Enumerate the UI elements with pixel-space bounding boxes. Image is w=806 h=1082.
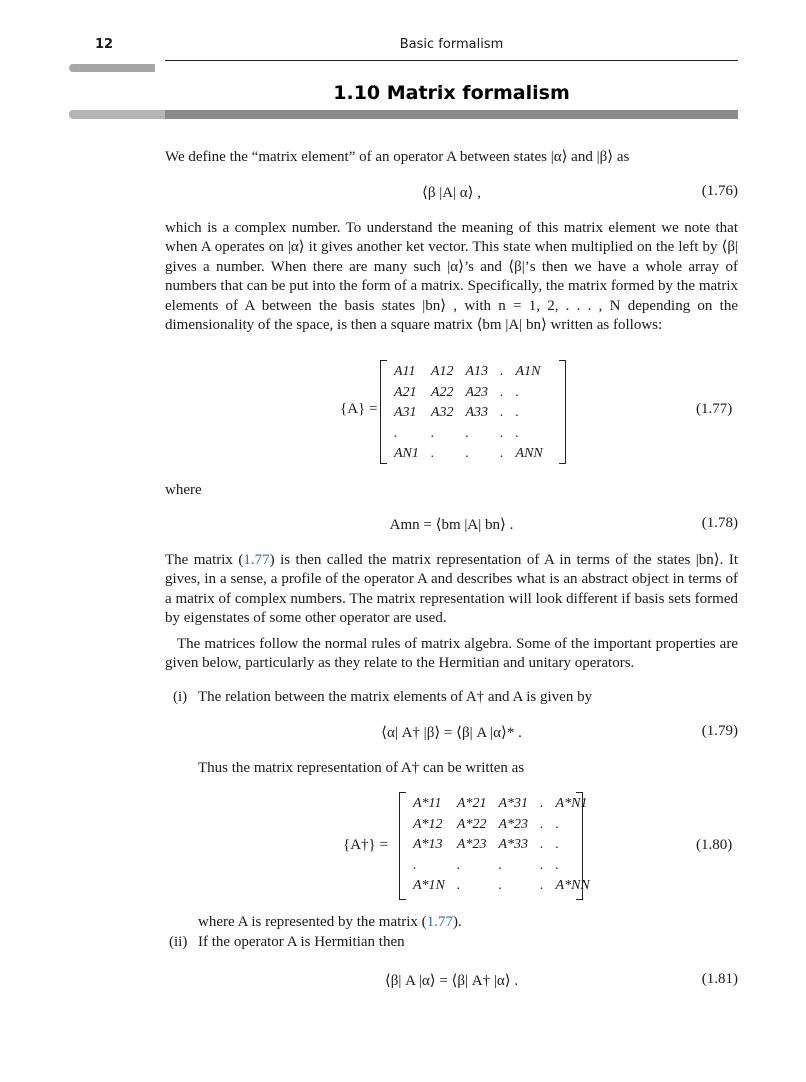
running-head: Basic formalism bbox=[399, 37, 504, 52]
matrix-A bbox=[380, 360, 566, 464]
matrix-cell: . bbox=[430, 425, 435, 441]
equation-number: (1.80) bbox=[696, 837, 733, 853]
equation-link[interactable]: 1.77 bbox=[243, 552, 270, 568]
text-run: ). bbox=[452, 914, 462, 930]
matrix-cell: A*NN bbox=[555, 878, 590, 894]
matrix-cell: A*N1 bbox=[555, 796, 588, 812]
matrix-lhs: {A†} = bbox=[343, 837, 388, 853]
equation-link[interactable]: 1.77 bbox=[426, 914, 453, 930]
list-item-text: If the operator A is Hermitian then bbox=[198, 934, 405, 950]
matrix-row bbox=[388, 424, 549, 445]
matrix-cell: . bbox=[515, 425, 520, 441]
matrix-cell: . bbox=[540, 837, 544, 853]
matrix-cell: . bbox=[465, 425, 469, 441]
matrix-cell: A*12 bbox=[413, 816, 443, 832]
section-bar bbox=[69, 110, 738, 119]
text-run: The matrix ( bbox=[165, 552, 244, 568]
matrix-cell: A22 bbox=[430, 384, 454, 400]
matrix-row bbox=[407, 794, 596, 815]
equation-body: ⟨β |A| α⟩ , bbox=[421, 185, 482, 201]
equation-number: (1.79) bbox=[701, 723, 738, 739]
matrix-row bbox=[388, 383, 549, 404]
matrix-row bbox=[388, 444, 549, 465]
matrix-cell: . bbox=[394, 425, 398, 441]
matrix-cell: A12 bbox=[430, 364, 454, 380]
matrix-cell: A*22 bbox=[456, 816, 487, 832]
paragraph-text: which is a complex number. To understand the meaning of this matrix element we note that when A operates on |α⟩ it gives another ket vector. This state when multiplied on the left by ⟨β| gives a number. When there are many such |α⟩’s and ⟨β|’s then we have a whole array of numbers that can be put into the form of a matrix. Specifically, the matrix formed by the matrix elements of A between the basis states |bn⟩ , with n = 1, 2, . . . , N depending on the dimensionality of the space, is then a square matrix ⟨bm |A| bn⟩ written as follows: bbox=[165, 220, 738, 334]
paragraph-where bbox=[165, 481, 738, 500]
matrix-cell: . bbox=[515, 384, 520, 400]
matrix-cell: . bbox=[555, 837, 560, 853]
list-item-text: The relation between the matrix elements of A† and A is given by bbox=[198, 689, 593, 705]
header-grey-tab bbox=[69, 64, 155, 72]
equation-number: (1.78) bbox=[701, 515, 738, 531]
equation-1-81 bbox=[165, 971, 738, 993]
paragraph-intro bbox=[165, 148, 738, 167]
list-item-label: (ii) bbox=[169, 934, 188, 950]
matrix-row bbox=[407, 876, 596, 897]
equation-1-76 bbox=[165, 183, 738, 205]
matrix-cell: . bbox=[555, 816, 560, 832]
matrix-cell: A13 bbox=[465, 364, 489, 380]
matrix-cell: . bbox=[465, 446, 469, 462]
matrix-cell: A*13 bbox=[413, 837, 443, 853]
matrix-cell: A11 bbox=[394, 364, 416, 380]
equation-body: ⟨β| A |α⟩ = ⟨β| A† |α⟩ . bbox=[384, 973, 519, 989]
matrix-row bbox=[388, 403, 549, 424]
right-bracket bbox=[559, 360, 566, 464]
matrix-cell: A*33 bbox=[498, 837, 529, 853]
paragraph-matrix-representation bbox=[165, 551, 738, 629]
matrix-cell: A*23 bbox=[456, 837, 487, 853]
matrix-lhs: {A} = bbox=[340, 401, 378, 417]
matrix-cell: A1N bbox=[515, 364, 541, 380]
matrix-row bbox=[388, 362, 549, 383]
matrix-table bbox=[388, 362, 549, 465]
matrix-row bbox=[407, 856, 596, 877]
matrix-cell: . bbox=[500, 364, 504, 380]
matrix-cell: A31 bbox=[394, 405, 417, 421]
matrix-cell: A*23 bbox=[498, 816, 529, 832]
matrix-A-dagger bbox=[399, 792, 590, 900]
matrix-cell: A*21 bbox=[456, 796, 487, 812]
matrix-row bbox=[407, 835, 596, 856]
page-number: 12 bbox=[95, 37, 114, 52]
matrix-cell: . bbox=[456, 857, 461, 873]
matrix-cell: A*11 bbox=[413, 796, 442, 812]
paragraph-properties bbox=[165, 635, 738, 674]
matrix-cell: A*1N bbox=[413, 878, 445, 894]
matrix-cell: . bbox=[540, 857, 544, 873]
matrix-cell: . bbox=[500, 446, 504, 462]
matrix-cell: . bbox=[540, 816, 544, 832]
matrix-cell: ANN bbox=[515, 446, 543, 462]
matrix-cell: . bbox=[540, 796, 544, 812]
matrix-cell: . bbox=[540, 878, 544, 894]
matrix-cell: . bbox=[500, 405, 504, 421]
matrix-row bbox=[407, 815, 596, 836]
matrix-cell: . bbox=[498, 878, 502, 894]
text-run: where A is represented by the matrix ( bbox=[198, 914, 427, 930]
matrix-cell: A23 bbox=[465, 384, 489, 400]
text-run: ) is then called the matrix representation of A in terms of the states |bn⟩. It gives, in a sense, a profile of the operator A and describes what is an abstract object in terms of a matrix of complex numbers. The matrix representation will look different if basis sets formed by eigenstates of some other operator are used. bbox=[165, 552, 738, 627]
paragraph-text: where bbox=[165, 482, 202, 498]
list-item-label: (i) bbox=[173, 689, 188, 705]
matrix-cell: A33 bbox=[465, 405, 489, 421]
left-bracket bbox=[399, 792, 406, 900]
list-item-text: Thus the matrix representation of A† can be written as bbox=[198, 760, 525, 776]
paragraph-matrix-meaning bbox=[165, 219, 738, 335]
equation-1-79 bbox=[165, 723, 738, 745]
paragraph-text bbox=[165, 551, 738, 629]
matrix-cell: A32 bbox=[430, 405, 454, 421]
paragraph-text: The matrices follow the normal rules of matrix algebra. Some of the important properties are given below, particularly as they relate to the Hermitian and unitary operators. bbox=[165, 636, 738, 672]
list-item-text bbox=[198, 914, 462, 931]
matrix-table bbox=[407, 794, 596, 897]
equation-body: ⟨α| A† |β⟩ = ⟨β| A |α⟩* . bbox=[381, 725, 522, 741]
header-rule bbox=[165, 60, 738, 61]
matrix-cell: . bbox=[456, 878, 461, 894]
matrix-cell: A*31 bbox=[498, 796, 529, 812]
matrix-cell: . bbox=[430, 446, 435, 462]
matrix-cell: . bbox=[555, 857, 560, 873]
equation-number: (1.76) bbox=[701, 183, 738, 199]
matrix-cell: A21 bbox=[394, 384, 417, 400]
left-bracket bbox=[380, 360, 387, 464]
equation-number: (1.77) bbox=[696, 401, 733, 417]
matrix-cell: . bbox=[413, 857, 417, 873]
matrix-cell: . bbox=[500, 384, 504, 400]
section-title: 1.10 Matrix formalism bbox=[333, 82, 570, 104]
equation-body: Amn = ⟨bm |A| bn⟩ . bbox=[389, 517, 514, 533]
paragraph-text: We define the “matrix element” of an operator A between states |α⟩ and |β⟩ as bbox=[165, 149, 630, 165]
equation-1-78 bbox=[165, 515, 738, 537]
matrix-cell: . bbox=[500, 425, 504, 441]
matrix-cell: AN1 bbox=[394, 446, 419, 462]
equation-number: (1.81) bbox=[701, 971, 738, 987]
matrix-cell: . bbox=[515, 405, 520, 421]
matrix-cell: . bbox=[498, 857, 502, 873]
